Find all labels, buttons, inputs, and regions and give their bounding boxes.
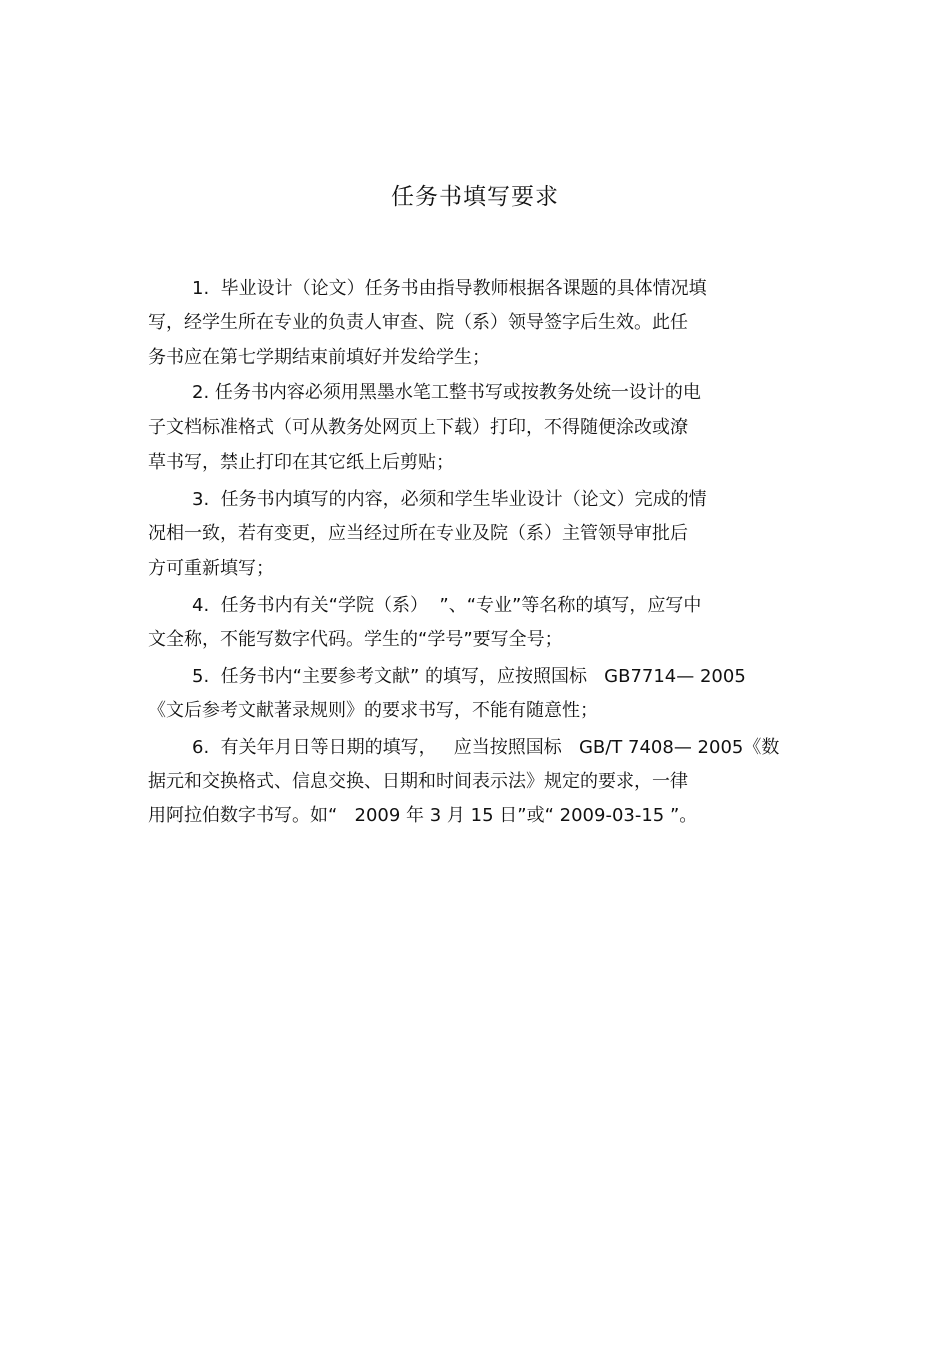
item-1-line-1: 1. 毕业设计（论文）任务书由指导教师根据各课题的具体情况填 bbox=[192, 278, 707, 299]
item-2-line-3: 草书写，禁止打印在其它纸上后剪贴； bbox=[148, 452, 454, 473]
item-3-line-1: 3. 任务书内填写的内容，必须和学生毕业设计（论文）完成的情 bbox=[192, 489, 707, 510]
item-5-line-1: 5. 任务书内“主要参考文献” 的填写，应按照国标 GB7714— 2005 bbox=[192, 666, 746, 687]
item-4-line-1: 4. 任务书内有关“学院（系） ”、“专业”等名称的填写，应写中 bbox=[192, 595, 702, 616]
item-1-line-3: 务书应在第七学期结束前填好并发给学生； bbox=[148, 347, 490, 368]
item-3-line-3: 方可重新填写； bbox=[148, 558, 274, 579]
item-6-line-1: 6. 有关年月日等日期的填写， 应当按照国标 GB/T 7408— 2005《数 bbox=[192, 737, 780, 758]
item-6-line-3: 用阿拉伯数字书写。如“ 2009 年 3 月 15 日”或“ 2009-03-15 ”。 bbox=[148, 805, 698, 826]
item-6-line-2: 据元和交换格式、信息交换、日期和时间表示法》规定的要求，一律 bbox=[148, 771, 688, 792]
item-5-line-2: 《文后参考文献著录规则》的要求书写，不能有随意性； bbox=[148, 700, 598, 721]
page-title: 任务书填写要求 bbox=[391, 184, 559, 210]
item-1-line-2: 写，经学生所在专业的负责人审查、院（系）领导签字后生效。此任 bbox=[148, 312, 688, 333]
item-2-line-2: 子文档标准格式（可从教务处网页上下载）打印，不得随便涂改或潦 bbox=[148, 417, 688, 438]
item-2-line-1: 2. 任务书内容必须用黑墨水笔工整书写或按教务处统一设计的电 bbox=[192, 382, 701, 403]
item-3-line-2: 况相一致，若有变更，应当经过所在专业及院（系）主管领导审批后 bbox=[148, 523, 688, 544]
item-4-line-2: 文全称，不能写数字代码。学生的“学号”要写全号； bbox=[148, 629, 563, 650]
